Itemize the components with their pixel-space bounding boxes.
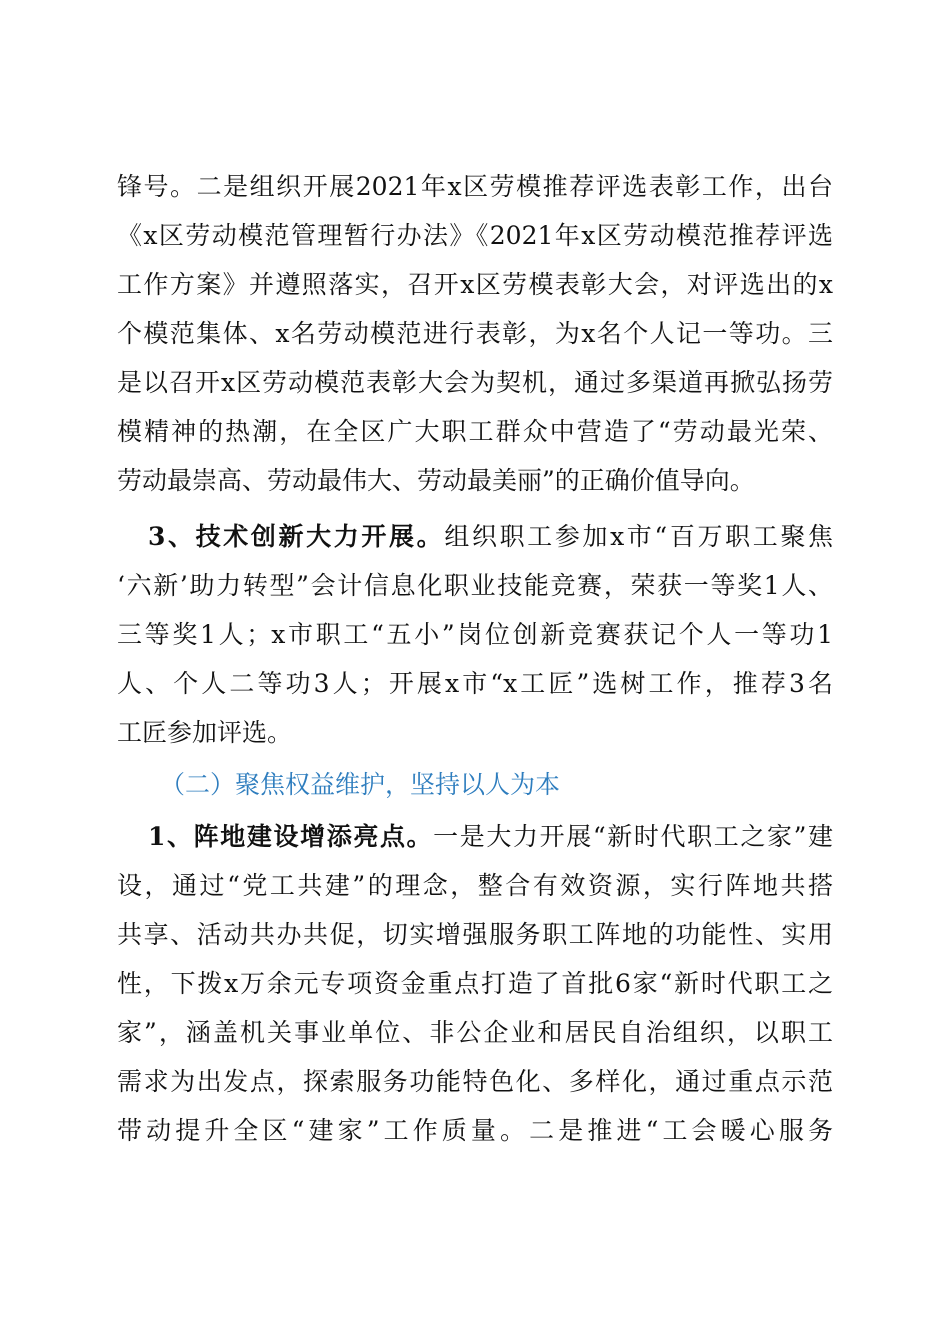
body-text-line: 劳动最崇高、劳动最伟大、劳动最美丽”的正确价值导向。 [117,466,755,495]
section-heading: （二）聚焦权益维护，坚持以人为本 [160,770,561,799]
item-3-text: 组织职工参加x市“百万职工聚焦 [444,522,833,551]
body-text-line: 设，通过“党工共建”的理念，整合有效资源，实行阵地共搭 [117,871,833,900]
body-text-line: 三等奖1人；x市职工“五小”岗位创新竞赛获记个人一等功1 [117,620,833,649]
item-3-title: 3、技术创新大力开展。 [148,522,445,551]
body-text-line: 锋号。二是组织开展2021年x区劳模推荐评选表彰工作，出台 [117,172,833,201]
body-text-line: 工匠参加评选。 [117,718,293,747]
item-1-text: 一是大力开展“新时代职工之家”建 [433,822,833,851]
body-text-line: 需求为出发点，探索服务功能特色化、多样化，通过重点示范 [117,1067,833,1096]
body-text-line: 《x区劳动模范管理暂行办法》《2021年x区劳动模范推荐评选 [117,221,833,250]
item-1-first-line [148,817,833,857]
body-text-line: ‘六新’助力转型”会计信息化职业技能竞赛，荣获一等奖1人、 [117,571,833,600]
body-text-line: 共享、活动共办共促，切实增强服务职工阵地的功能性、实用 [117,920,833,949]
item-3-first-line [148,517,833,557]
body-text-line: 家”，涵盖机关事业单位、非公企业和居民自治组织，以职工 [117,1018,833,1047]
body-text-line: 带动提升全区“建家”工作质量。二是推进“工会暖心服务 [117,1116,833,1145]
item-1-title: 1、阵地建设增添亮点。 [148,822,434,851]
body-text-line: 工作方案》并遵照落实，召开x区劳模表彰大会，对评选出的x [117,270,833,299]
body-text-line: 模精神的热潮，在全区广大职工群众中营造了“劳动最光荣、 [117,417,833,446]
body-text-line: 人、个人二等功3人；开展x市“x工匠”选树工作，推荐3名 [117,669,833,698]
body-text-line: 性，下拨x万余元专项资金重点打造了首批6家“新时代职工之 [117,969,833,998]
body-text-line: 个模范集体、x名劳动模范进行表彰，为x名个人记一等功。三 [117,319,833,348]
body-text-line: 是以召开x区劳动模范表彰大会为契机，通过多渠道再掀弘扬劳 [117,368,833,397]
